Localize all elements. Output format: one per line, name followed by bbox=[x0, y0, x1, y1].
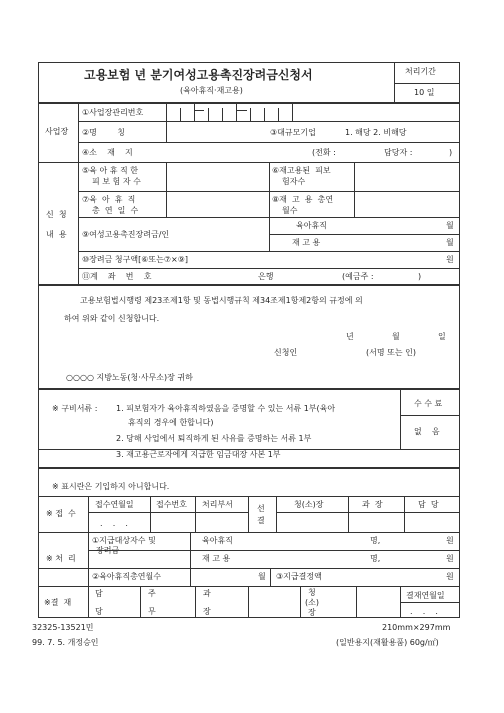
request-section-label: 신 청 bbox=[46, 210, 67, 219]
process-childcare: 육아휴직 bbox=[202, 536, 233, 545]
settle-chief-2: 장 bbox=[203, 607, 211, 616]
approval-date: 99. 7. 5. 개정승인 bbox=[32, 638, 99, 647]
settle-staff-1: 담 bbox=[95, 589, 103, 598]
rehire-label: 재 고 용 bbox=[292, 238, 321, 247]
contact-label: 담당자 : bbox=[384, 148, 413, 157]
paper-type: (일반용지(재활용품) 60g/㎡) bbox=[336, 638, 439, 647]
field6-label2: 험자수 bbox=[282, 177, 306, 186]
address-label: ④소 재 지 bbox=[82, 148, 133, 157]
staff-label: 담 당 bbox=[418, 500, 439, 509]
settle-duty-1: 주 bbox=[148, 589, 156, 598]
declaration-text1: 고용보험법시행령 제23조제1항 및 동법시행규칙 제34조제1항제2항의 규정에 의 bbox=[80, 296, 363, 305]
settle-head-2: (소) bbox=[305, 598, 319, 607]
phone-label: (전화 : bbox=[312, 148, 336, 157]
period-label: 처리기간 bbox=[405, 67, 436, 76]
field5-label: ⑤육 아 휴 직 한 bbox=[82, 166, 138, 175]
process-item1b: 장려금 bbox=[96, 546, 120, 555]
document-item3: 3. 재고용근로자에게 지급한 임금대장 사본 1부 bbox=[116, 450, 281, 459]
field7-label: ⑦육 아 휴 직 bbox=[82, 195, 136, 204]
document-item1b: 휴직의 경우에 한합니다) bbox=[128, 418, 214, 427]
settle-date-dots: . . . bbox=[410, 607, 438, 616]
date-day: 일 bbox=[438, 332, 446, 341]
office-note: ※ 표시란은 기입하지 아니합니다. bbox=[52, 482, 170, 491]
depositor-label: (예금주 : bbox=[342, 272, 374, 281]
process-item2-unit: 월 bbox=[258, 572, 266, 581]
process-rehire: 재 고 용 bbox=[202, 554, 231, 563]
section-chief-label: 과 장 bbox=[362, 500, 383, 509]
field7-label2: 총 연 일 수 bbox=[92, 206, 139, 215]
dept-label: 처리부서 bbox=[202, 500, 233, 509]
childcare-label: 육아휴직 bbox=[296, 221, 327, 230]
approve-label: 선 결 bbox=[257, 504, 265, 525]
settle-head-1: 청 bbox=[308, 588, 316, 597]
field8-label2: 월수 bbox=[282, 206, 298, 215]
process-item3: ③지급결정액 bbox=[276, 572, 322, 581]
childcare-unit: 월 bbox=[446, 221, 454, 230]
phone-close: ) bbox=[449, 148, 453, 157]
field5-label2: 피 보 험 자 수 bbox=[92, 177, 141, 186]
process-item1: ①지급대상자수 및 bbox=[92, 536, 156, 545]
receipt-date-label: 접수연월일 bbox=[95, 500, 134, 509]
settle-head-3: 장 bbox=[308, 608, 316, 617]
process-won-1: 원 bbox=[446, 536, 454, 545]
applicant-label: 신청인 bbox=[274, 348, 298, 357]
process-label: ※ 처 리 bbox=[46, 554, 76, 563]
date-year: 년 bbox=[346, 332, 354, 341]
size-options: 1. 해당 2. 비해당 bbox=[345, 128, 407, 137]
document-item1: 1. 피보험자가 육아휴직하였음을 증명할 수 있는 서류 1부(육아 bbox=[116, 404, 336, 413]
field11-label: ⑪계 좌 번 호 bbox=[82, 272, 152, 281]
process-won-2: 원 bbox=[446, 554, 454, 563]
chief-office-label: 청(소)장 bbox=[294, 500, 324, 509]
documents-label: ※ 구비서류 : bbox=[52, 404, 98, 413]
addressee: ○○○○ 지방노동(청·사무소)장 귀하 bbox=[66, 373, 193, 382]
field6-label: ⑥재고용된 피보 bbox=[272, 166, 331, 175]
form-subtitle: (육아휴직·재고용) bbox=[180, 86, 243, 95]
process-persons-2: 명, bbox=[370, 554, 381, 563]
receipt-no-label: 접수번호 bbox=[156, 500, 187, 509]
depositor-close: ) bbox=[418, 272, 422, 281]
process-persons-1: 명, bbox=[370, 536, 381, 545]
request-section-label2: 내 용 bbox=[46, 230, 67, 239]
field10-label: ⑩장려금 청구액[⑥또는⑦×⑨] bbox=[82, 255, 188, 264]
paper-size: 210mm×297mm bbox=[382, 623, 451, 632]
process-item3-unit: 원 bbox=[446, 572, 454, 581]
fee-label: 수 수 료 bbox=[414, 399, 443, 408]
fee-value: 없 음 bbox=[414, 427, 440, 436]
settle-label: ※결 재 bbox=[44, 598, 72, 607]
settle-chief-1: 과 bbox=[203, 589, 211, 598]
field9-label: ⑨여성고용촉진장려금/인 bbox=[82, 230, 170, 239]
reg-no-label: ①사업장관리번호 bbox=[82, 108, 144, 117]
sign-label: (서명 또는 인) bbox=[366, 348, 416, 357]
size-label: ③대규모기업 bbox=[270, 128, 316, 137]
form-title: 고용보험 년 분기여성고용촉진장려금신청서 bbox=[84, 68, 313, 82]
business-section-label: 사업장 bbox=[45, 127, 69, 136]
settle-staff-2: 당 bbox=[95, 607, 103, 616]
document-item2: 2. 당해 사업에서 퇴직하게 된 사유를 증명하는 서류 1부 bbox=[116, 434, 312, 443]
period-value: 10 일 bbox=[414, 88, 435, 97]
rehire-unit: 월 bbox=[446, 238, 454, 247]
name-label: ②명 칭 bbox=[82, 128, 125, 137]
receipt-label: ※ 접 수 bbox=[46, 509, 76, 518]
declaration-text2: 하여 위와 같이 신청합니다. bbox=[64, 314, 160, 323]
field8-label: ⑧재 고 용 총연 bbox=[272, 195, 334, 204]
bank-label: 은행 bbox=[258, 272, 274, 281]
date-month: 월 bbox=[392, 332, 400, 341]
field10-unit: 원 bbox=[446, 255, 454, 264]
settle-duty-2: 무 bbox=[148, 607, 156, 616]
settle-date-label: 결재연월일 bbox=[406, 591, 445, 600]
receipt-date-dots: . . . bbox=[100, 519, 128, 528]
form-code: 32325-13521민 bbox=[32, 623, 94, 632]
process-item2: ②육아휴직총연월수 bbox=[92, 572, 161, 581]
